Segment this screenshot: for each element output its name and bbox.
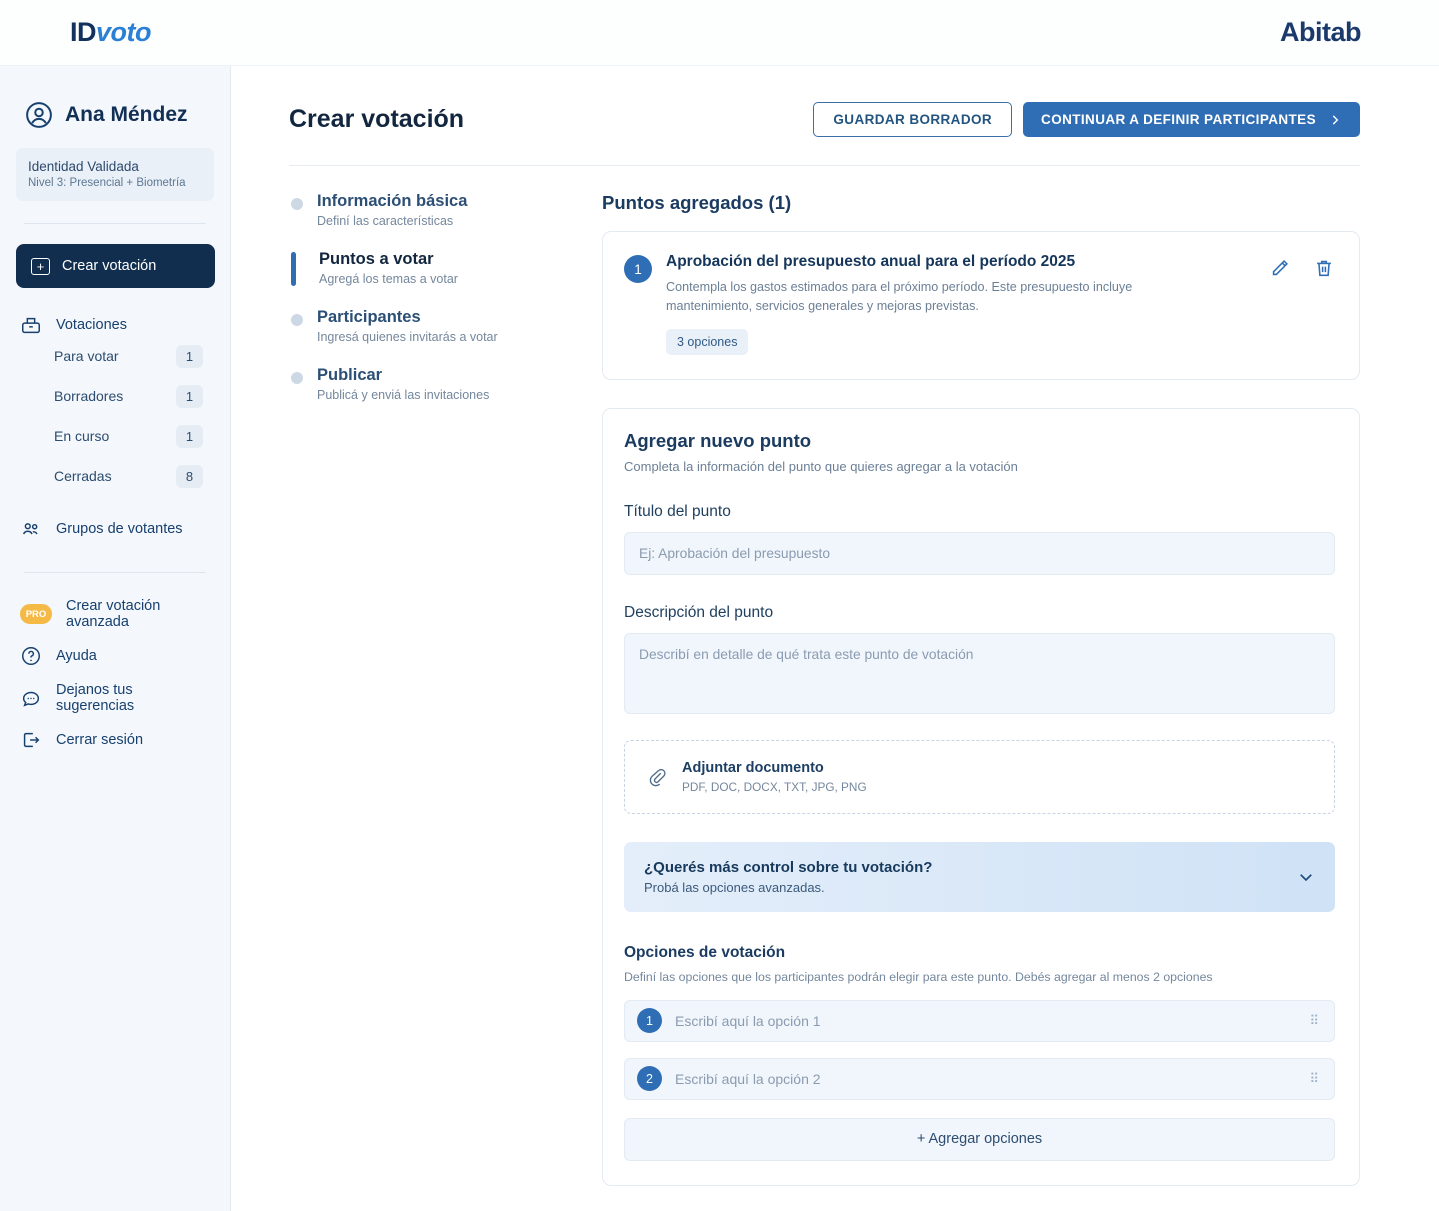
chat-icon	[20, 687, 42, 709]
point-body	[666, 253, 1255, 355]
point-actions	[1269, 253, 1335, 355]
step-dot-icon	[291, 372, 303, 384]
create-votacion-button[interactable]	[16, 244, 215, 288]
user-avatar-icon	[24, 100, 54, 130]
step-dot-icon	[291, 198, 303, 210]
identity-box	[16, 148, 214, 201]
option-input-1[interactable]	[624, 1000, 1335, 1042]
attach-formats: PDF, DOC, DOCX, TXT, JPG, PNG	[682, 779, 867, 794]
sidebar-item-borradores[interactable]	[16, 376, 214, 416]
step-participantes[interactable]	[291, 308, 579, 344]
point-description: Contempla los gastos estimados para el próximo período. Este presupuesto incluye mantenimiento, servicios generales y mejoras previstas.	[666, 280, 1133, 313]
grupos-label: Grupos de votantes	[56, 521, 183, 537]
step-publicar[interactable]	[291, 366, 579, 402]
step-title: Participantes	[317, 308, 421, 326]
options-section-title: Opciones de votación	[624, 943, 786, 961]
points-section-title: Puntos agregados (1)	[602, 192, 792, 213]
drag-handle-icon[interactable]: ⠿	[1309, 1070, 1320, 1086]
step-title: Información básica	[317, 192, 468, 210]
sidebar-item-para-votar[interactable]	[16, 336, 214, 376]
delete-trash-icon[interactable]	[1313, 257, 1335, 279]
option-placeholder: Escribí aquí la opción 2	[675, 1070, 821, 1087]
en-curso-count: 1	[176, 425, 203, 448]
new-point-card	[602, 408, 1360, 1186]
option-number: 2	[637, 1066, 662, 1091]
idvoto-logo[interactable]	[70, 17, 151, 48]
step-puntos-a-votar[interactable]	[291, 250, 579, 286]
step-title: Puntos a votar	[319, 250, 434, 268]
cerradas-count: 8	[176, 465, 203, 488]
step-dot-icon	[291, 314, 303, 326]
people-icon	[20, 518, 42, 540]
title-field-label: Título del punto	[624, 502, 731, 520]
step-subtitle: Ingresá quienes invitarás a votar	[317, 330, 498, 344]
point-row	[624, 253, 1335, 355]
page-header	[231, 66, 1439, 137]
sidebar	[0, 66, 231, 1211]
point-title: Aprobación del presupuesto anual para el período 2025	[666, 253, 1076, 270]
chevron-down-icon[interactable]	[1297, 868, 1315, 886]
ballot-box-icon	[20, 314, 42, 336]
sidebar-divider-2	[24, 572, 206, 573]
create-votacion-label: Crear votación	[62, 258, 157, 274]
sidebar-item-cerrar-sesion[interactable]	[16, 719, 214, 761]
save-draft-button[interactable]: GUARDAR BORRADOR	[813, 102, 1012, 137]
sidebar-item-en-curso[interactable]	[16, 416, 214, 456]
content-area	[231, 166, 1439, 1186]
attach-document-dropzone[interactable]	[624, 740, 1335, 814]
top-bar	[0, 0, 1439, 66]
user-profile[interactable]	[16, 66, 214, 130]
new-point-title: Agregar nuevo punto	[624, 429, 812, 451]
advanced-options-banner[interactable]	[624, 842, 1335, 912]
add-options-button[interactable]: + Agregar opciones	[624, 1118, 1335, 1161]
point-options-badge: 3 opciones	[666, 329, 748, 355]
pro-badge: PRO	[20, 604, 52, 624]
sidebar-item-avanzada[interactable]	[16, 593, 214, 635]
logo-voto-text: voto	[96, 17, 151, 47]
drag-handle-icon[interactable]: ⠿	[1309, 1012, 1320, 1028]
header-actions	[813, 102, 1360, 137]
sidebar-item-cerradas[interactable]	[16, 456, 214, 496]
option-placeholder: Escribí aquí la opción 1	[675, 1012, 821, 1029]
sidebar-item-grupos[interactable]	[16, 508, 214, 550]
new-point-subtitle: Completa la información del punto que quieres agregar a la votación	[624, 458, 1018, 474]
desc-field-label: Descripción del punto	[624, 603, 774, 621]
logout-icon	[20, 729, 42, 751]
main-content	[231, 66, 1439, 1211]
avanzada-label: Crear votación avanzada	[66, 598, 161, 630]
option-input-2[interactable]	[624, 1058, 1335, 1100]
sugerencias-label: Dejanos tus sugerencias	[56, 682, 135, 714]
point-card	[602, 231, 1360, 380]
continue-button[interactable]	[1023, 102, 1360, 137]
paperclip-icon	[647, 767, 667, 787]
sidebar-item-votaciones[interactable]	[16, 314, 214, 336]
points-column	[579, 192, 1360, 1186]
abitab-logo: Abitab	[1280, 17, 1361, 47]
cerrar-sesion-label: Cerrar sesión	[56, 732, 144, 748]
votaciones-label: Votaciones	[56, 317, 127, 333]
sidebar-item-ayuda[interactable]	[16, 635, 214, 677]
ayuda-label: Ayuda	[56, 648, 97, 664]
borradores-count: 1	[176, 385, 203, 408]
step-informacion-basica[interactable]	[291, 192, 579, 228]
identity-level: Nivel 3: Presencial + Biometría	[28, 177, 186, 189]
page-title: Crear votación	[289, 105, 465, 133]
user-name: Ana Méndez	[65, 103, 188, 126]
borradores-label: Borradores	[54, 388, 124, 404]
continue-label: CONTINUAR A DEFINIR PARTICIPANTES	[1041, 112, 1316, 127]
steps-nav	[289, 192, 579, 1186]
sidebar-divider-1	[24, 223, 206, 224]
edit-pencil-icon[interactable]	[1269, 257, 1291, 279]
step-subtitle: Publicá y enviá las invitaciones	[317, 388, 490, 402]
identity-status: Identidad Validada	[28, 159, 139, 174]
chevron-right-icon	[1328, 113, 1342, 127]
point-description-input[interactable]: Describí en detalle de qué trata este punto de votación	[624, 633, 1335, 714]
step-subtitle: Definí las características	[317, 214, 454, 228]
en-curso-label: En curso	[54, 428, 110, 444]
point-number: 1	[624, 255, 652, 283]
plus-icon: +	[31, 258, 50, 275]
sidebar-item-sugerencias[interactable]	[16, 677, 214, 719]
option-number: 1	[637, 1008, 662, 1033]
para-votar-count: 1	[176, 345, 203, 368]
logo-id-text: ID	[70, 17, 96, 47]
help-icon	[20, 645, 42, 667]
para-votar-label: Para votar	[54, 348, 119, 364]
votaciones-group	[16, 314, 214, 496]
promo-title: ¿Querés más control sobre tu votación?	[644, 858, 933, 876]
step-active-bar	[291, 252, 296, 286]
point-title-input[interactable]: Ej: Aprobación del presupuesto	[624, 532, 1335, 575]
cerradas-label: Cerradas	[54, 468, 112, 484]
attach-title: Adjuntar documento	[682, 759, 824, 776]
step-title: Publicar	[317, 366, 383, 384]
promo-subtitle: Probá las opciones avanzadas.	[644, 879, 825, 895]
step-subtitle: Agregá los temas a votar	[319, 272, 458, 286]
options-section-subtitle: Definí las opciones que los participantes podrán elegir para este punto. Debés agregar al menos 2 opciones	[624, 969, 1213, 984]
